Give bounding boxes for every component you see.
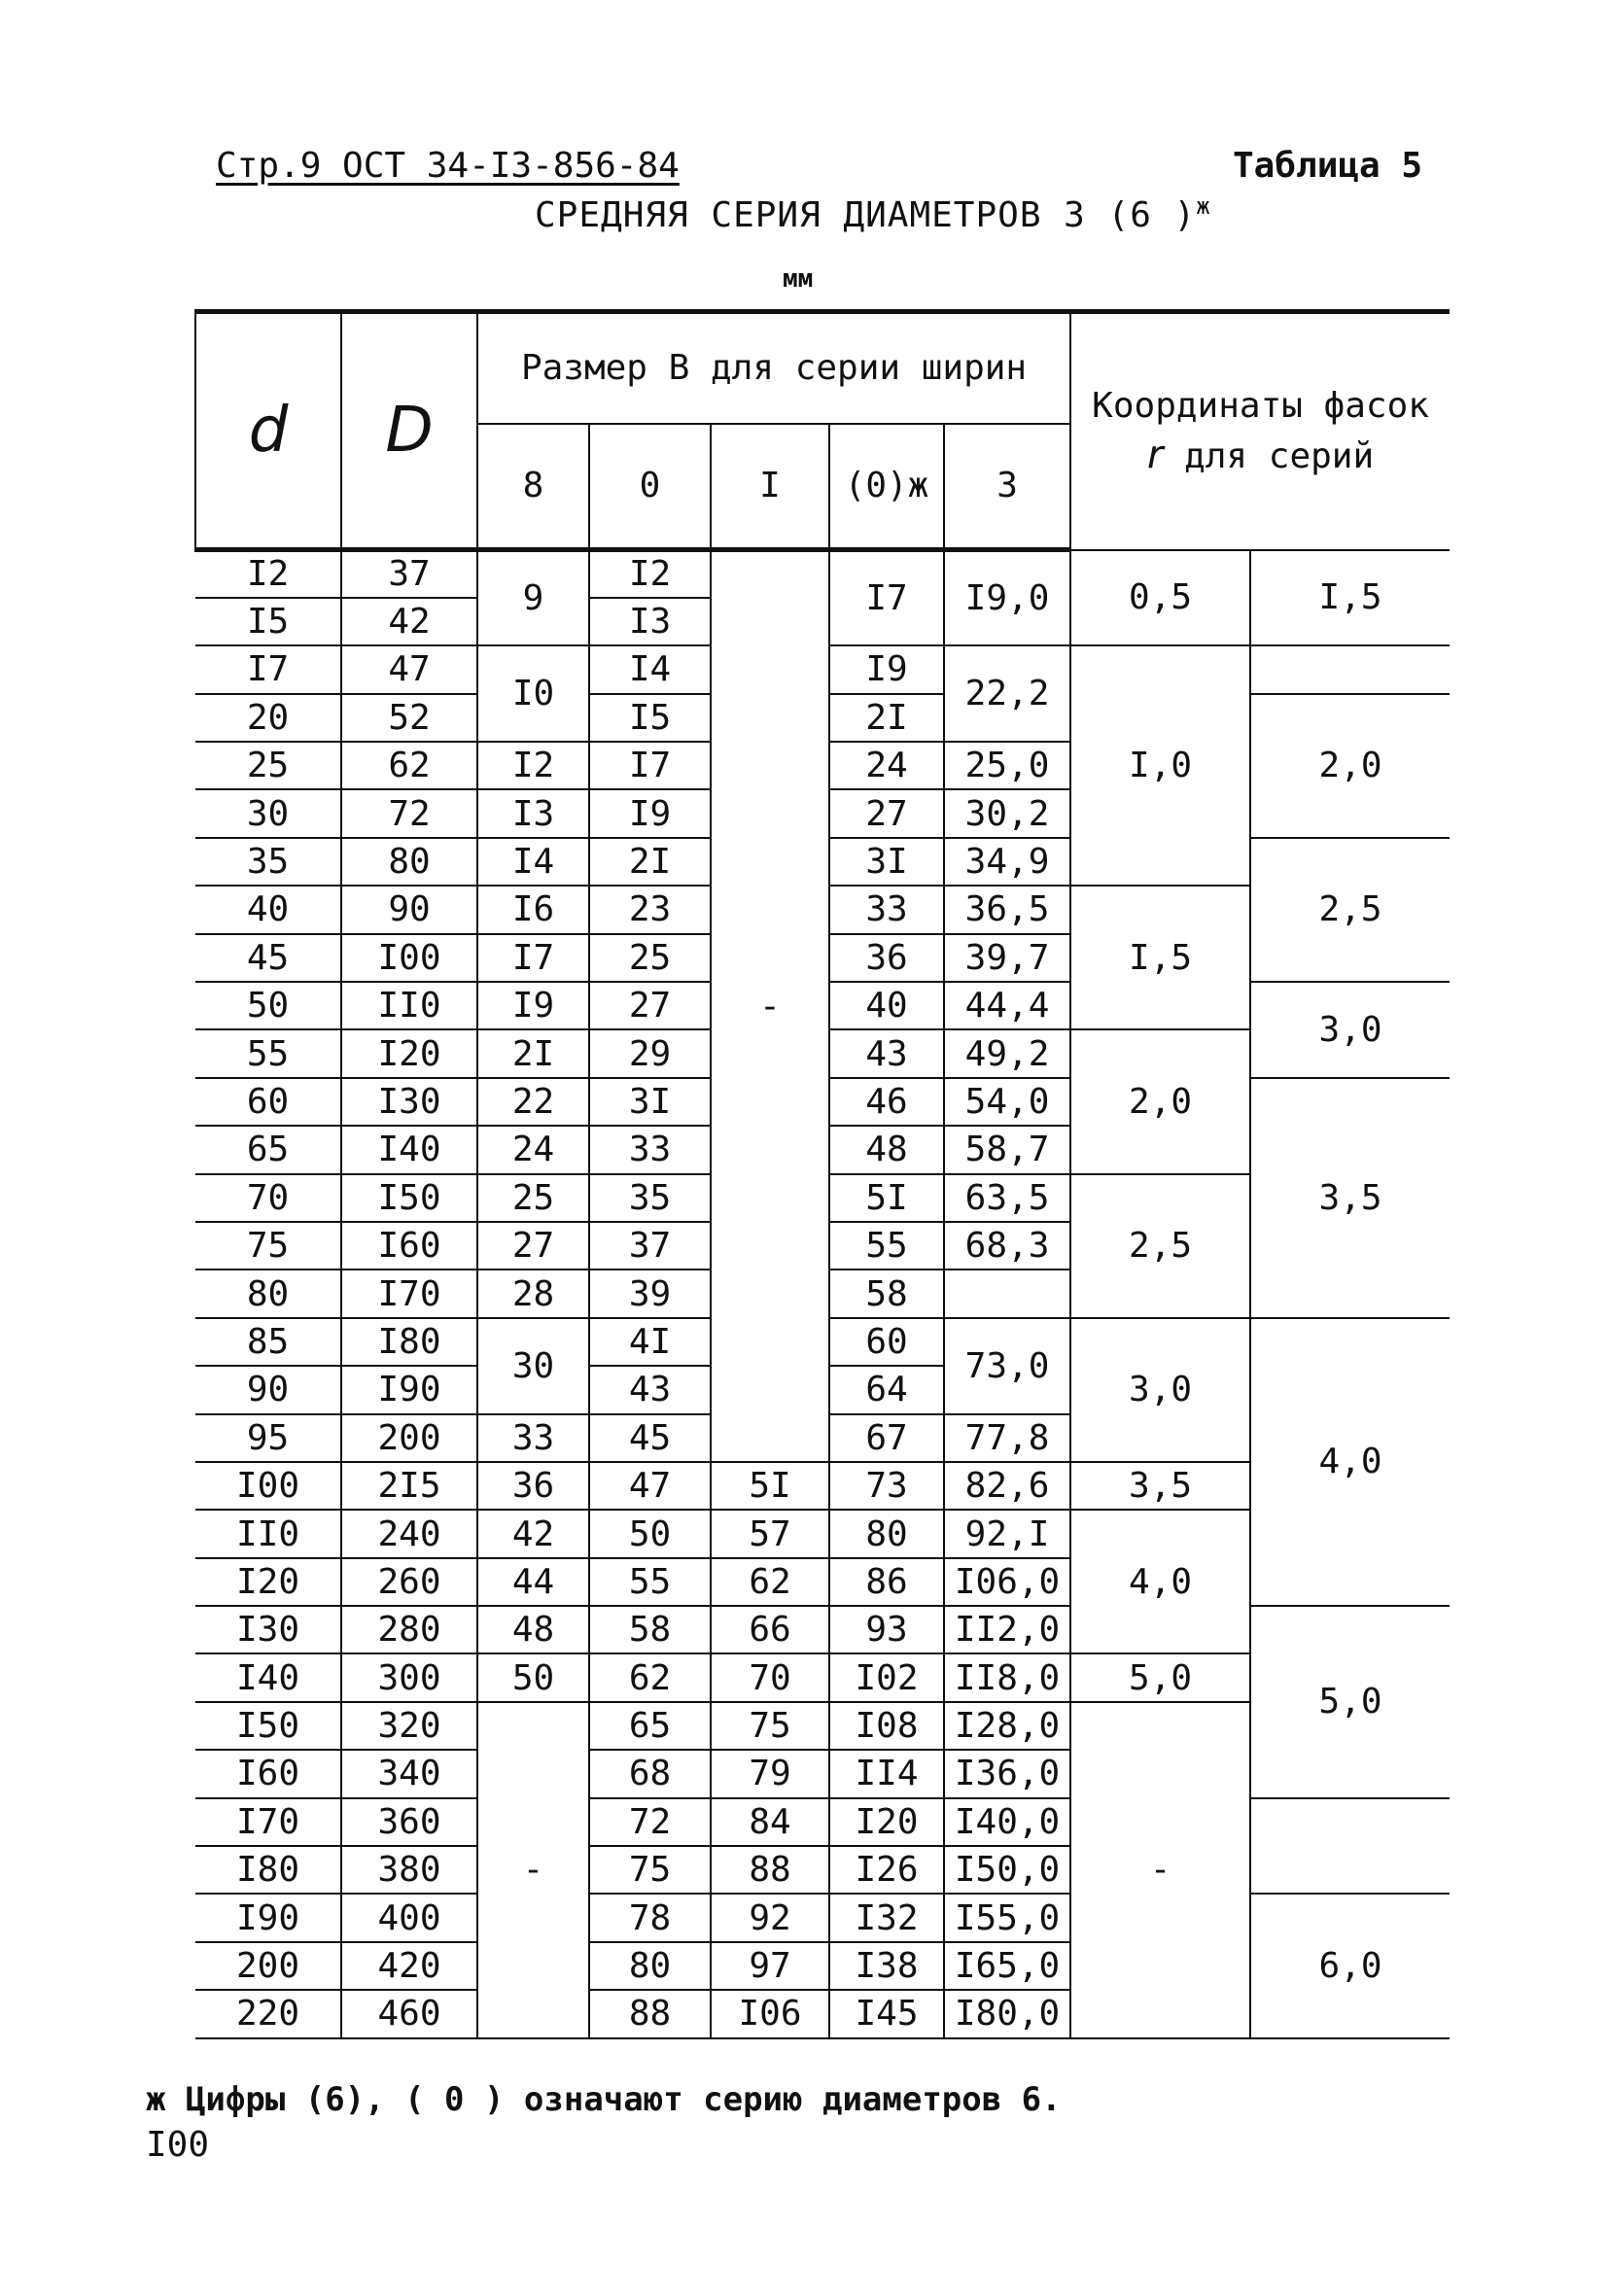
cell-b0x: 48 — [829, 1126, 944, 1173]
sub-header-b3: 3 — [944, 424, 1070, 550]
cell-b3: 58,7 — [944, 1126, 1070, 1173]
cell-b8: I2 — [477, 742, 589, 789]
cell-b0: 45 — [589, 1414, 711, 1462]
cell-d: 75 — [195, 1222, 341, 1270]
cell-D: 420 — [341, 1942, 477, 1990]
cell-b3: II2,0 — [944, 1606, 1070, 1653]
cell-D: I70 — [341, 1270, 477, 1317]
cell-r03: I,5 — [1250, 550, 1450, 646]
cell-D: I20 — [341, 1029, 477, 1077]
cell-b0: 3I — [589, 1078, 711, 1126]
cell-r03: 6,0 — [1250, 1894, 1450, 2037]
cell-d: 45 — [195, 934, 341, 982]
cell-d: I7 — [195, 645, 341, 693]
cell-b0x: I7 — [829, 550, 944, 646]
cell-r03: 4,0 — [1250, 1318, 1450, 1606]
cell-b3: 25,0 — [944, 742, 1070, 789]
cell-d: I5 — [195, 598, 341, 645]
cell-b0: 68 — [589, 1750, 711, 1797]
cell-b8: 48 — [477, 1606, 589, 1653]
cell-b3: 68,3 — [944, 1222, 1070, 1270]
cell-b3: 22,2 — [944, 645, 1070, 742]
cell-b0x: II4 — [829, 1750, 944, 1797]
chamfer-r-symbol: r — [1146, 432, 1164, 477]
cell-D: I50 — [341, 1174, 477, 1222]
cell-d: I40 — [195, 1653, 341, 1701]
cell-b3: 36,5 — [944, 886, 1070, 933]
cell-b3: 54,0 — [944, 1078, 1070, 1126]
title-footnote-mark: ж — [1196, 192, 1211, 220]
cell-d: I80 — [195, 1846, 341, 1894]
cell-b0x: I32 — [829, 1894, 944, 1941]
cell-b0x: 36 — [829, 934, 944, 982]
cell-d: I60 — [195, 1750, 341, 1797]
cell-b3: I36,0 — [944, 1750, 1070, 1797]
cell-b0: 55 — [589, 1558, 711, 1606]
cell-b8: I6 — [477, 886, 589, 933]
cell-d: I30 — [195, 1606, 341, 1653]
cell-d: 50 — [195, 982, 341, 1029]
cell-b3: 39,7 — [944, 934, 1070, 982]
cell-d: 95 — [195, 1414, 341, 1462]
cell-bI: 70 — [711, 1653, 829, 1701]
cell-b8: 50 — [477, 1653, 589, 1701]
group-header-width-b: Размер B для серии ширин — [477, 312, 1070, 424]
cell-b0: 25 — [589, 934, 711, 982]
cell-b0: 62 — [589, 1653, 711, 1701]
cell-b0x: 73 — [829, 1462, 944, 1510]
cell-b0x: 5I — [829, 1174, 944, 1222]
cell-b3: I50,0 — [944, 1846, 1070, 1894]
cell-D: I80 — [341, 1318, 477, 1366]
cell-bI: 79 — [711, 1750, 829, 1797]
cell-D: 37 — [341, 550, 477, 598]
cell-r03: 2,5 — [1250, 838, 1450, 982]
col-header-D: D — [341, 312, 477, 550]
cell-b0x: 93 — [829, 1606, 944, 1653]
cell-d: 200 — [195, 1942, 341, 1990]
cell-b0x: 58 — [829, 1270, 944, 1317]
cell-b0x: I20 — [829, 1798, 944, 1846]
unit-label: мм — [783, 264, 814, 294]
cell-b3: I28,0 — [944, 1702, 1070, 1750]
cell-D: 320 — [341, 1702, 477, 1750]
cell-b3: 73,0 — [944, 1318, 1070, 1414]
cell-bI: 62 — [711, 1558, 829, 1606]
standard-reference: Стр.9 ОСТ 34-I3-856-84 — [216, 146, 680, 186]
cell-b3: 34,9 — [944, 838, 1070, 886]
cell-b3: I06,0 — [944, 1558, 1070, 1606]
cell-b0x: 80 — [829, 1510, 944, 1557]
cell-b8: I0 — [477, 645, 589, 742]
cell-D: 340 — [341, 1750, 477, 1797]
cell-b0: 37 — [589, 1222, 711, 1270]
cell-d: I50 — [195, 1702, 341, 1750]
cell-b0: 4I — [589, 1318, 711, 1366]
cell-d: II0 — [195, 1510, 341, 1557]
cell-b8: 27 — [477, 1222, 589, 1270]
sub-header-bI: I — [711, 424, 829, 550]
cell-b0x: I38 — [829, 1942, 944, 1990]
cell-bI: I06 — [711, 1990, 829, 2037]
cell-b0x: 3I — [829, 838, 944, 886]
cell-b0: 2I — [589, 838, 711, 886]
cell-d: I00 — [195, 1462, 341, 1510]
cell-bI: 88 — [711, 1846, 829, 1894]
cell-D: 380 — [341, 1846, 477, 1894]
cell-b0: 75 — [589, 1846, 711, 1894]
cell-D: 200 — [341, 1414, 477, 1462]
cell-b0x: 2I — [829, 694, 944, 742]
cell-d: 80 — [195, 1270, 341, 1317]
cell-r8: I,0 — [1070, 645, 1250, 886]
cell-b3: I9,0 — [944, 550, 1070, 646]
cell-D: 280 — [341, 1606, 477, 1653]
footnote: ж Цифры (6), ( 0 ) означают серию диаметров 6. — [146, 2080, 1062, 2119]
cell-b3: I65,0 — [944, 1942, 1070, 1990]
cell-b3: 77,8 — [944, 1414, 1070, 1462]
cell-b0: 27 — [589, 982, 711, 1029]
cell-bI: 84 — [711, 1798, 829, 1846]
cell-r03: 3,5 — [1250, 1078, 1450, 1318]
cell-D: I60 — [341, 1222, 477, 1270]
cell-d: I2 — [195, 550, 341, 598]
cell-bI: 92 — [711, 1894, 829, 1941]
cell-b0: 78 — [589, 1894, 711, 1941]
cell-d: 55 — [195, 1029, 341, 1077]
cell-b3: 44,4 — [944, 982, 1070, 1029]
cell-b0x: 24 — [829, 742, 944, 789]
cell-D: 72 — [341, 789, 477, 837]
cell-b0: I2 — [589, 550, 711, 598]
cell-D: 42 — [341, 598, 477, 645]
cell-d: 35 — [195, 838, 341, 886]
cell-r8: 2,0 — [1070, 1029, 1250, 1173]
cell-r8: 3,5 — [1070, 1462, 1250, 1510]
cell-b8: 30 — [477, 1318, 589, 1414]
cell-d: I20 — [195, 1558, 341, 1606]
cell-b3: I80,0 — [944, 1990, 1070, 2037]
cell-d: 30 — [195, 789, 341, 837]
cell-b8: 33 — [477, 1414, 589, 1462]
cell-b0x: 27 — [829, 789, 944, 837]
cell-b0x: 67 — [829, 1414, 944, 1462]
cell-d: I70 — [195, 1798, 341, 1846]
cell-b0: 43 — [589, 1366, 711, 1413]
cell-b0: I5 — [589, 694, 711, 742]
cell-D: 2I5 — [341, 1462, 477, 1510]
cell-bI: 97 — [711, 1942, 829, 1990]
cell-b8: 25 — [477, 1174, 589, 1222]
sub-header-b0x: (0)ж — [829, 424, 944, 550]
cell-d: 20 — [195, 694, 341, 742]
cell-b8: I3 — [477, 789, 589, 837]
col-header-d: d — [195, 312, 341, 550]
cell-d: 90 — [195, 1366, 341, 1413]
cell-D: 52 — [341, 694, 477, 742]
cell-b8: 2I — [477, 1029, 589, 1077]
cell-b3: II8,0 — [944, 1653, 1070, 1701]
cell-bI: 57 — [711, 1510, 829, 1557]
cell-r03: 2,0 — [1250, 694, 1450, 838]
cell-bI: - — [711, 550, 829, 1462]
chamfer-header-line2: для серий — [1163, 435, 1375, 476]
cell-D: 90 — [341, 886, 477, 933]
cell-b3: 82,6 — [944, 1462, 1070, 1510]
cell-D: 260 — [341, 1558, 477, 1606]
cell-d: 60 — [195, 1078, 341, 1126]
cell-d: 25 — [195, 742, 341, 789]
cell-b0: 88 — [589, 1990, 711, 2037]
page-number: I00 — [146, 2125, 210, 2165]
cell-d: 40 — [195, 886, 341, 933]
cell-b8: 36 — [477, 1462, 589, 1510]
cell-b0: 65 — [589, 1702, 711, 1750]
cell-b8: 28 — [477, 1270, 589, 1317]
cell-b0: I3 — [589, 598, 711, 645]
cell-b0x: 46 — [829, 1078, 944, 1126]
cell-D: II0 — [341, 982, 477, 1029]
cell-b0: 80 — [589, 1942, 711, 1990]
cell-b0: 58 — [589, 1606, 711, 1653]
cell-D: I40 — [341, 1126, 477, 1173]
cell-b3: 92,I — [944, 1510, 1070, 1557]
cell-D: 300 — [341, 1653, 477, 1701]
cell-b0: 72 — [589, 1798, 711, 1846]
cell-b0x: 33 — [829, 886, 944, 933]
cell-d: 85 — [195, 1318, 341, 1366]
cell-D: I30 — [341, 1078, 477, 1126]
cell-b0x: I02 — [829, 1653, 944, 1701]
cell-r03-empty — [1250, 645, 1450, 693]
cell-r03: 5,0 — [1250, 1606, 1450, 1798]
bearing-dimensions-table — [194, 309, 1450, 2039]
cell-bI: 5I — [711, 1462, 829, 1510]
cell-r8: I,5 — [1070, 886, 1250, 1029]
cell-r8: 0,5 — [1070, 550, 1250, 646]
cell-b3 — [944, 1270, 1070, 1317]
table-title-text: СРЕДНЯЯ СЕРИЯ ДИАМЕТРОВ 3 (6 ) — [535, 195, 1197, 235]
cell-b0: 29 — [589, 1029, 711, 1077]
cell-b8: 44 — [477, 1558, 589, 1606]
cell-b0: I4 — [589, 645, 711, 693]
group-header-chamfer — [1070, 312, 1450, 550]
cell-b8: I7 — [477, 934, 589, 982]
cell-d: I90 — [195, 1894, 341, 1941]
cell-b8: 9 — [477, 550, 589, 646]
cell-b3: 63,5 — [944, 1174, 1070, 1222]
cell-b0x: 64 — [829, 1366, 944, 1413]
cell-b0: 47 — [589, 1462, 711, 1510]
cell-bI: 66 — [711, 1606, 829, 1653]
table-number: Таблица 5 — [1233, 146, 1423, 186]
cell-D: 47 — [341, 645, 477, 693]
cell-D: 400 — [341, 1894, 477, 1941]
cell-D: 62 — [341, 742, 477, 789]
cell-r03: 3,0 — [1250, 982, 1450, 1078]
cell-b8: 22 — [477, 1078, 589, 1126]
cell-d: 70 — [195, 1174, 341, 1222]
cell-D: 80 — [341, 838, 477, 886]
table-title — [535, 192, 1211, 235]
cell-D: I90 — [341, 1366, 477, 1413]
cell-b8: 24 — [477, 1126, 589, 1173]
cell-b0: 23 — [589, 886, 711, 933]
cell-b3: I40,0 — [944, 1798, 1070, 1846]
cell-b0x: 40 — [829, 982, 944, 1029]
cell-b8: I4 — [477, 838, 589, 886]
cell-b8: - — [477, 1702, 589, 2038]
cell-b0x: 86 — [829, 1558, 944, 1606]
cell-r8: - — [1070, 1702, 1250, 2038]
cell-b8: 42 — [477, 1510, 589, 1557]
cell-b0: 39 — [589, 1270, 711, 1317]
cell-b0: I7 — [589, 742, 711, 789]
cell-b0x: 43 — [829, 1029, 944, 1077]
cell-r8: 4,0 — [1070, 1510, 1250, 1653]
cell-b0x: I26 — [829, 1846, 944, 1894]
cell-D: 240 — [341, 1510, 477, 1557]
cell-b0: 35 — [589, 1174, 711, 1222]
cell-b0x: 60 — [829, 1318, 944, 1366]
cell-b0x: I9 — [829, 645, 944, 693]
cell-b0: 50 — [589, 1510, 711, 1557]
cell-b0: I9 — [589, 789, 711, 837]
cell-b3: 49,2 — [944, 1029, 1070, 1077]
cell-b8: I9 — [477, 982, 589, 1029]
cell-b3: I55,0 — [944, 1894, 1070, 1941]
cell-r8: 5,0 — [1070, 1653, 1250, 1701]
cell-b0x: I45 — [829, 1990, 944, 2037]
cell-r8: 2,5 — [1070, 1174, 1250, 1318]
cell-b0: 33 — [589, 1126, 711, 1173]
cell-b0x: I08 — [829, 1702, 944, 1750]
chamfer-header-line1: Координаты фасок — [1092, 385, 1429, 426]
cell-D: 460 — [341, 1990, 477, 2037]
cell-bI: 75 — [711, 1702, 829, 1750]
cell-d: 220 — [195, 1990, 341, 2037]
cell-D: I00 — [341, 934, 477, 982]
cell-b0x: 55 — [829, 1222, 944, 1270]
sub-header-b8: 8 — [477, 424, 589, 550]
sub-header-b0: 0 — [589, 424, 711, 550]
cell-D: 360 — [341, 1798, 477, 1846]
cell-b3: 30,2 — [944, 789, 1070, 837]
cell-d: 65 — [195, 1126, 341, 1173]
cell-r8: 3,0 — [1070, 1318, 1250, 1462]
